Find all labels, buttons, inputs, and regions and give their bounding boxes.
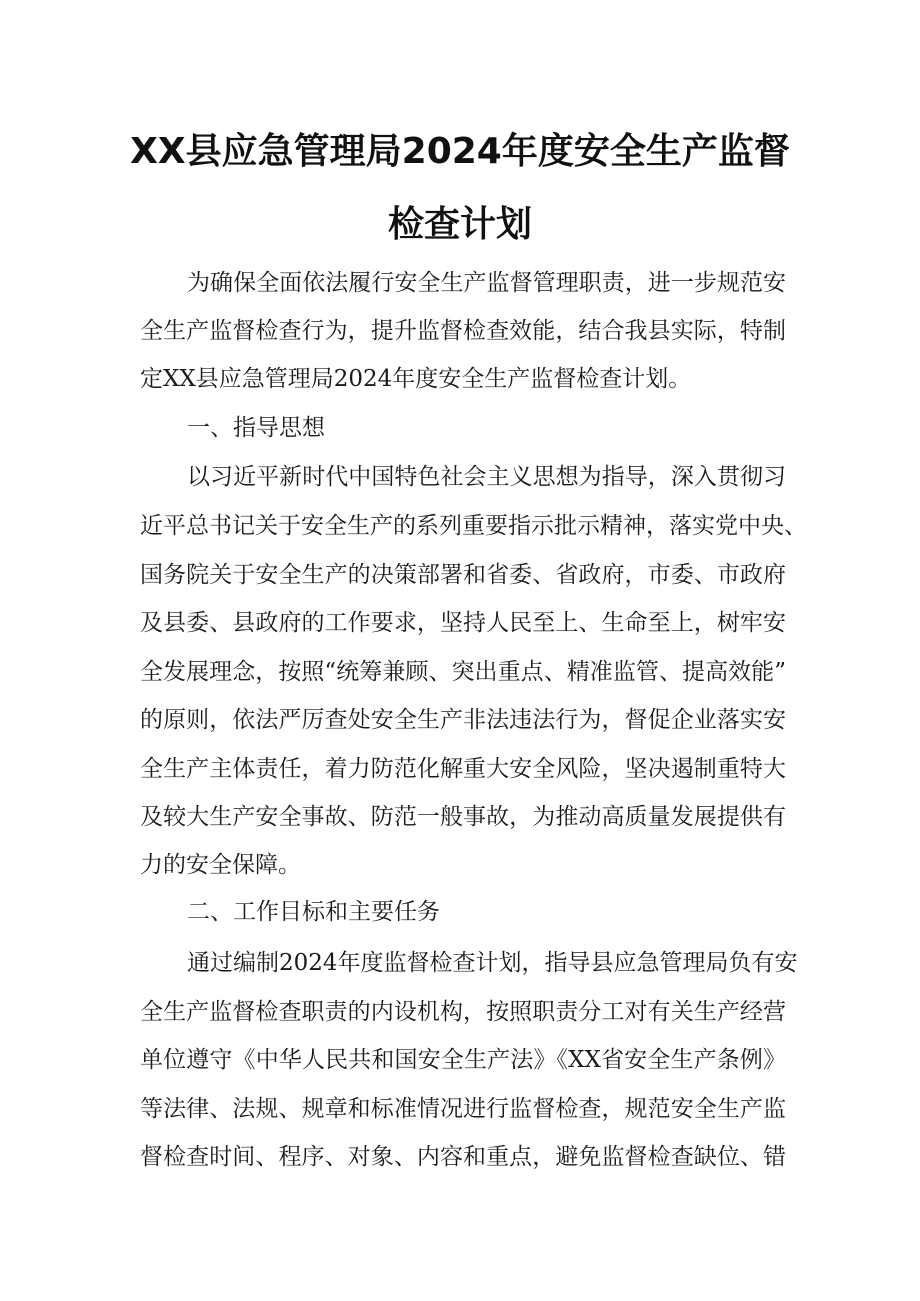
body-line: 全发展理念，按照“统筹兼顾、突出重点、精准监管、提高效能” (140, 659, 786, 685)
body-line: 单位遵守《中华人民共和国安全生产法》《XX省安全生产条例》 (140, 1047, 786, 1073)
body-line: 近平总书记关于安全生产的系列重要指示批示精神，落实党中央、 (140, 513, 807, 539)
section-heading-1: 一、指导思想 (187, 415, 325, 441)
body-line: 全生产监督检查职责的内设机构，按照职责分工对有关生产经营 (140, 999, 786, 1025)
document-title-line-2: 检查计划 (387, 204, 532, 245)
section-heading-2: 二、工作目标和主要任务 (187, 899, 440, 925)
body-line: 及较大生产安全事故、防范一般事故，为推动高质量发展提供有 (140, 804, 786, 830)
body-line: 以习近平新时代中国特色社会主义思想为指导，深入贯彻习 (187, 464, 786, 490)
body-line: 定XX县应急管理局2024年度安全生产监督检查计划。 (140, 366, 692, 392)
body-line: 全生产监督检查行为，提升监督检查效能，结合我县实际，特制 (140, 318, 786, 344)
body-line: 的原则，依法严厉查处安全生产非法违法行为，督促企业落实安 (140, 707, 786, 733)
body-line: 等法律、法规、规章和标准情况进行监督检查，规范安全生产监 (140, 1096, 786, 1122)
body-line: 为确保全面依法履行安全生产监督管理职责，进一步规范安 (187, 270, 786, 296)
body-line: 及县委、县政府的工作要求，坚持人民至上、生命至上，树牢安 (140, 610, 786, 636)
body-line: 力的安全保障。 (140, 852, 301, 878)
body-line: 督检查时间、程序、对象、内容和重点，避免监督检查缺位、错 (140, 1144, 786, 1170)
document-title-line-1: XX县应急管理局2024年度安全生产监督 (130, 131, 790, 172)
body-line: 全生产主体责任，着力防范化解重大安全风险，坚决遏制重特大 (140, 756, 786, 782)
body-line: 通过编制2024年度监督检查计划，指导县应急管理局负有安 (187, 950, 798, 976)
body-line: 国务院关于安全生产的决策部署和省委、省政府，市委、市政府 (140, 562, 786, 588)
